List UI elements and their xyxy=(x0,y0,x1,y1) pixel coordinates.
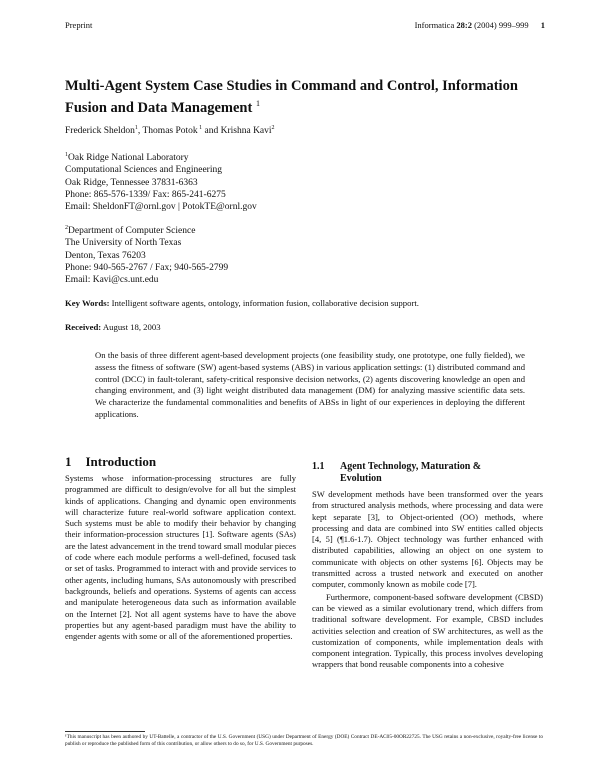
author-potok: , Thomas Potok xyxy=(137,126,198,137)
footnote-rule xyxy=(65,731,145,732)
paper-title-text: Multi-Agent System Case Studies in Command and Control, Information Fusion and Data Management xyxy=(65,78,518,116)
keywords-label: Key Words: xyxy=(65,298,110,308)
paragraph: SW development methods have been transformed over the years from structured analysis methods, where processing and data were kept separate [3], to Object-oriented (OO) methods, where processing and data are combined into SW entities called objects [4, 5] (¶1.6-1.7). Object technology was further enhanced with distributed capabilities, allowing an object on one system to communicate with objects on other systems [6]. Objects may be transmitted across a trusted network and executed on another computer, commonly known as mobile code [7]. xyxy=(312,489,543,590)
received-label: Received: xyxy=(65,322,102,332)
affiliation-line: Computational Sciences and Engineering xyxy=(65,165,222,176)
author-sheldon-affil: 1 xyxy=(134,125,138,131)
affiliation-mark: 1 xyxy=(65,152,68,158)
affiliation-ornl xyxy=(65,149,257,213)
author-list xyxy=(65,125,275,136)
running-header-left: Preprint xyxy=(65,20,93,30)
subsection-number: 1.1 xyxy=(312,461,325,472)
subsection-body xyxy=(312,489,543,671)
introduction-body: Systems whose information-processing structures are fully programmed are difficult to design/evolve for all but the simplest kinds of applications. Changing and dynamic open environments will characterize future real-world software application context. Such systems must be able to modify their behavior by changing their information-procession structures [1]. Software agents (SAs) are the latest advancement in the trend toward small modular pieces of code where each module performs a well-defined, focused task or set of tasks. Programmed to interact with and provide services to other agents, including humans, SAs autonomously with prescribed backgrounds, beliefs and operations. Systems of agents can access and manipulate heterogeneous data such as information available on the Internet [2]. Not all agent systems have to have the above properties but any agent-based paradigm must have the ability to engender agents with some or all of the aforementioned properties. xyxy=(65,473,296,642)
subsection-heading-agent-technology xyxy=(312,461,543,485)
journal-pages: (2004) 999–999 xyxy=(474,20,529,30)
author-sheldon: Frederick Sheldon xyxy=(65,126,135,137)
section-heading-introduction xyxy=(65,454,156,470)
section-number: 1 xyxy=(65,454,72,469)
affiliation-line: $^1$Oak Ridge National Laboratory xyxy=(65,152,189,164)
author-kavi: and Krishna Kavi xyxy=(202,126,272,137)
keywords xyxy=(65,298,419,308)
abstract: On the basis of three different agent-based development projects (one feasibility study, one prototype, one fully fielded), we assess the fitness of software (SW) agent-based systems (ABS) in various application settings: (1) distributed command and control (DCC) in fault-tolerant, safety-critical responsive decision networks, (2) agents discovering knowledge an open and changing environment, and (3) light weight distributed data management (DM) for analyzing massive scientific data sets. We characterize the fundamental commonalities and benefits of ABSs in light of our experiences in deploying the different applications. xyxy=(95,350,525,419)
keywords-text: Intelligent software agents, ontology, information fusion, collaborative decision support. xyxy=(109,298,419,308)
page-number: 1 xyxy=(540,20,545,30)
affiliation-line: The University of North Texas xyxy=(65,238,182,249)
paragraph: Furthermore, component-based software development (CBSD) can be viewed as a similar evolutionary trend, which differs from traditional software development. For example, CBSD includes activities selection and creation of SW architectures, as well as the customization of components, while implementation deals with component integration. Typically, this process involves developing wrappers that bond reusable components into a cohesive xyxy=(312,591,543,670)
received-date xyxy=(65,322,161,332)
received-text: August 18, 2003 xyxy=(101,322,161,332)
author-kavi-affil: 2 xyxy=(271,125,275,131)
title-footnote-mark: 1 xyxy=(255,99,260,108)
footnote: ¹This manuscript has been authored by UT-Battelle, a contractor of the U.S. Government (USG) under Department of Energy (DOE) Contract DE-AC05-00OR22725. The USG retains a non-exclusive, royalty-free license to publish or reproduce the published form of this contribution, or allow others to do so, for U.S. Government purposes. xyxy=(65,734,543,747)
affiliation-line: $^2$Department of Computer Science xyxy=(65,225,196,237)
affiliation-line: Denton, Texas 76203 xyxy=(65,250,146,261)
section-title: Introduction xyxy=(85,454,157,469)
affiliation-line: Phone: 940-565-2767 / Fax; 940-565-2799 xyxy=(65,262,229,273)
affiliation-line: Phone: 865-576-1339/ Fax: 865-241-6275 xyxy=(65,189,226,200)
affiliation-line: Email: Kavi@cs.unt.edu xyxy=(65,274,159,285)
paper-title xyxy=(65,78,545,117)
journal-volume: 28:2 xyxy=(456,20,472,30)
affiliation-unt xyxy=(65,222,228,286)
author-potok-affil: 1 xyxy=(197,125,203,131)
subsection-title-line2: Evolution xyxy=(340,473,382,484)
affiliation-line: Oak Ridge, Tennessee 37831-6363 xyxy=(65,177,198,188)
affiliation-line: Email: SheldonFT@ornl.gov | PotokTE@ornl.gov xyxy=(65,201,257,212)
affiliation-mark: 2 xyxy=(65,225,68,231)
running-header-right xyxy=(415,20,545,30)
journal-name: Informatica xyxy=(414,20,455,30)
subsection-title-line1: Agent Technology, Maturation & xyxy=(340,461,482,472)
